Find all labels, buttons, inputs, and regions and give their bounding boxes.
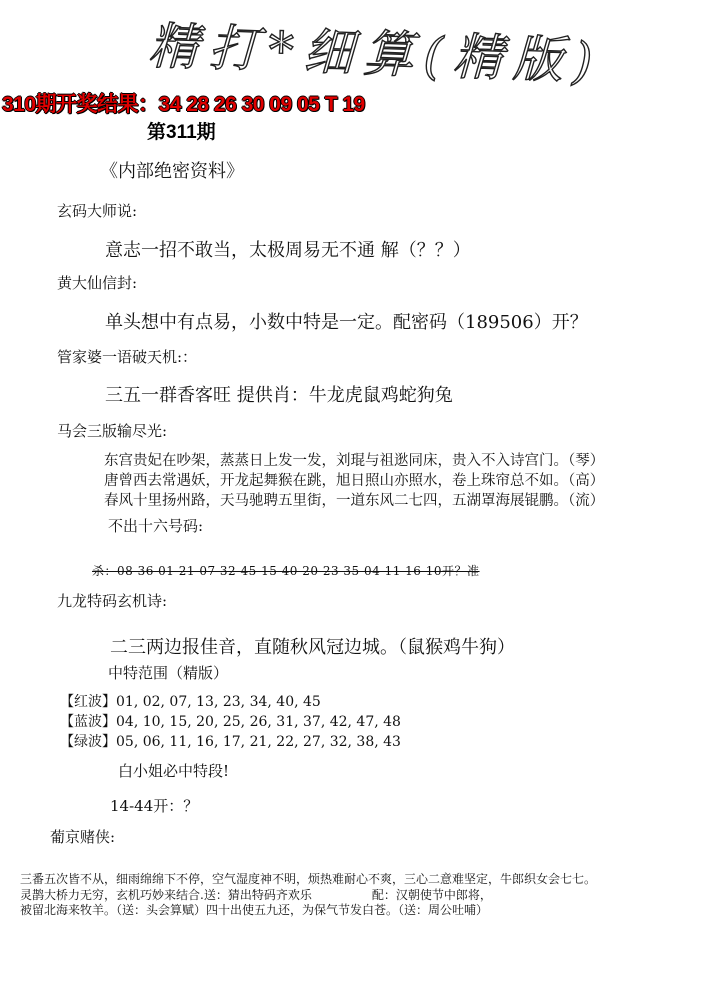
handwritten-title: 精打*细算(精版) [147, 16, 604, 91]
jiulong-label: 九龙特码玄机诗: [57, 592, 168, 610]
range-open-text: 14-44开：？ [110, 797, 199, 815]
green-wave-row [60, 731, 401, 751]
pujing-line-1: 三番五次皆不从，细雨绵绵下不停，空气湿度神不明，烦热难耐心不爽，三心二意难坚定，牛郎织女会七七。 [20, 872, 597, 886]
doc-title: 《内部绝密资料》 [100, 161, 244, 182]
poem-line: 唐曾西去常遇妖，开龙起舞猴在跳，旭日照山亦照水，卷上珠帘总不如。（高） [104, 473, 605, 489]
huangdaxian-text: 单头想中有点易，小数中特是一定。配密码（189506）开？ [105, 312, 588, 333]
xuanma-label: 玄码大师说: [57, 202, 138, 220]
issue-number: 第311期 [147, 122, 216, 143]
xuanma-text: 意志一招不敢当，太极周易无不通 解（？？） [105, 240, 471, 261]
baixiaojie-text: 白小姐必中特段! [118, 762, 230, 780]
mahui-label: 马会三版输尽光: [57, 422, 168, 440]
green-wave-numbers: 05, 06, 11, 16, 17, 21, 22, 27, 32, 38, 43 [116, 734, 401, 750]
pujing-poem [20, 872, 596, 919]
guanjiapo-text: 三五一群香客旺 提供肖：牛龙虎鼠鸡蛇狗兔 [105, 385, 453, 406]
red-wave-row [60, 691, 321, 711]
range-title: 中特范围（精版） [108, 664, 229, 682]
poem-line: 东宫贵妃在吵架，蒸蒸日上发一发，刘琨与祖逖同床，贵入不入诗宫门。（琴） [104, 453, 605, 469]
red-wave-tag: 【红波】 [60, 694, 116, 710]
blue-wave-tag: 【蓝波】 [60, 714, 116, 730]
huangdaxian-label: 黄大仙信封: [57, 274, 138, 292]
not-out-label: 不出十六号码: [108, 517, 204, 535]
guanjiapo-label: 管家婆一语破天机:： [57, 348, 198, 366]
blue-wave-row [60, 711, 401, 731]
kill-numbers: 杀：08 36 01 21 07 32 45 15 40 20 23 35 04 11 16 10开？准 [92, 564, 480, 578]
green-wave-tag: 【绿波】 [60, 734, 116, 750]
jiulong-text: 二三两边报佳音，直随秋风冠边城。（鼠猴鸡牛狗） [110, 637, 515, 658]
poem-line: 春风十里扬州路，天马驰聘五里街，一道东风二七四，五湖罩海展锟鹏。（流） [104, 493, 605, 509]
blue-wave-numbers: 04, 10, 15, 20, 25, 26, 31, 37, 42, 47, 48 [116, 714, 401, 730]
red-wave-numbers: 01, 02, 07, 13, 23, 34, 40, 45 [116, 694, 321, 710]
pujing-line-3: 被留北海来牧羊。（送：头会算赋）四十出使五九还，为保气节发白苍。（送：周公吐哺） [20, 903, 489, 917]
pujing-label: 葡京赌侠: [50, 828, 116, 846]
mahui-poem [104, 451, 604, 511]
draw-result: 310期开奖结果：34 28 26 30 09 05 T 19 [2, 93, 365, 116]
pujing-line-2: 灵鹊大桥力无穷，玄机巧妙来结合.送：猜出特码齐欢乐 配：汉朝使节中郎将， [20, 887, 492, 902]
